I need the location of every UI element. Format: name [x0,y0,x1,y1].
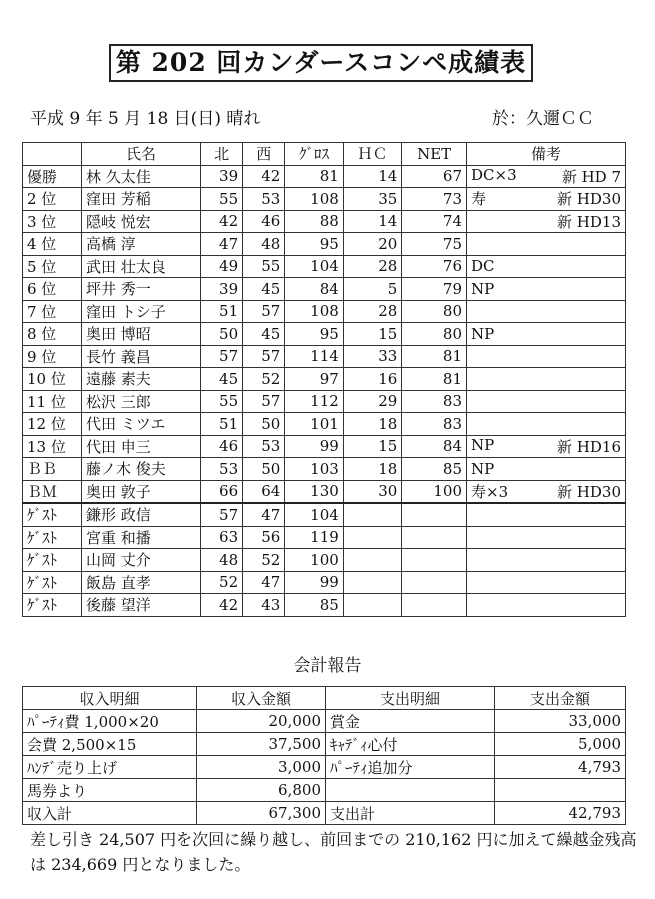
result-row [23,458,626,481]
cell-west: 46 [243,210,285,233]
remark-a: DC×3 [471,165,517,184]
cell-out-amt: 5,000 [495,733,626,756]
cell-hc: 14 [343,210,402,233]
cell-net [402,503,467,526]
result-row [23,368,626,391]
cell-in-amt: 20,000 [197,710,326,733]
cell-in-item: 馬券より [23,779,197,802]
cell-remarks [467,255,626,278]
cell-name: 隠岐 悦宏 [82,210,201,233]
cell-north: 63 [201,526,243,549]
page-title: 第 202 回カンダースコンペ成績表 [109,44,533,82]
cell-north: 52 [201,571,243,594]
cell-north: 45 [201,368,243,391]
cell-name: 坪井 秀一 [82,278,201,301]
cell-hc: 5 [343,278,402,301]
cell-net: 85 [402,458,467,481]
result-row [23,571,626,594]
cell-hc: 18 [343,413,402,436]
cell-west: 42 [243,165,285,188]
cell-name: 武田 壮太良 [82,255,201,278]
cell-rank: 5 位 [23,255,82,278]
cell-rank: 7 位 [23,300,82,323]
cell-north: 48 [201,549,243,572]
cell-hc: 14 [343,165,402,188]
accounting-row [23,756,626,779]
header-rank [23,143,82,166]
cell-gross: 108 [285,300,344,323]
result-row [23,549,626,572]
carryover-note: 差し引き 24,507 円を次回に繰り越し、前回までの 210,162 円に加えて繰越金残高は 234,669 円となりました。 [30,830,637,874]
cell-west: 53 [243,435,285,458]
remark-a: 寿×3 [471,482,509,501]
cell-rank: 4 位 [23,233,82,256]
cell-north: 46 [201,435,243,458]
remark-a: DC [471,257,495,276]
cell-net: 73 [402,188,467,211]
cell-name: 代田 申三 [82,435,201,458]
cell-remarks [467,165,626,188]
cell-hc: 33 [343,345,402,368]
cell-west: 45 [243,278,285,301]
cell-name: 山岡 丈介 [82,549,201,572]
accounting-row [23,779,626,802]
cell-west: 64 [243,480,285,503]
cell-name: 林 久太佳 [82,165,201,188]
cell-west: 53 [243,188,285,211]
result-row [23,480,626,503]
cell-west: 47 [243,571,285,594]
cell-gross: 97 [285,368,344,391]
cell-in-amt: 67,300 [197,802,326,825]
cell-net: 80 [402,323,467,346]
cell-name: 奥田 敦子 [82,480,201,503]
cell-hc: 18 [343,458,402,481]
cell-west: 48 [243,233,285,256]
cell-west: 52 [243,549,285,572]
cell-remarks [467,571,626,594]
cell-remarks [467,458,626,481]
cell-west: 45 [243,323,285,346]
cell-name: 長竹 義昌 [82,345,201,368]
remark-b: 新 HD13 [557,212,621,231]
header-hc: ＨＣ [343,143,402,166]
accounting-row [23,733,626,756]
cell-remarks [467,278,626,301]
cell-north: 51 [201,300,243,323]
cell-net: 80 [402,300,467,323]
cell-net: 100 [402,480,467,503]
cell-out-item: 賞金 [326,710,495,733]
result-row [23,188,626,211]
cell-name: 藤ノ木 俊夫 [82,458,201,481]
cell-rank: 8 位 [23,323,82,346]
cell-net: 76 [402,255,467,278]
cell-name: 窪田 芳稲 [82,188,201,211]
cell-rank: 3 位 [23,210,82,233]
cell-north: 57 [201,345,243,368]
cell-north: 47 [201,233,243,256]
cell-rank: 12 位 [23,413,82,436]
cell-north: 49 [201,255,243,278]
cell-rank: ＢＭ [23,480,82,503]
cell-net: 75 [402,233,467,256]
cell-in-amt: 6,800 [197,779,326,802]
cell-west: 43 [243,594,285,617]
cell-west: 50 [243,413,285,436]
accounting-row [23,802,626,825]
cell-rank: 11 位 [23,390,82,413]
cell-gross: 88 [285,210,344,233]
result-row [23,233,626,256]
cell-gross: 99 [285,435,344,458]
cell-net [402,549,467,572]
cell-out-amt: 42,793 [495,802,626,825]
cell-north: 42 [201,210,243,233]
cell-north: 55 [201,188,243,211]
result-row [23,300,626,323]
header-net: NET [402,143,467,166]
cell-out-item: ﾊﾟｰﾃｨ追加分 [326,756,495,779]
cell-west: 57 [243,300,285,323]
cell-rank: ｹﾞｽﾄ [23,526,82,549]
result-row [23,255,626,278]
cell-remarks [467,345,626,368]
cell-west: 57 [243,345,285,368]
cell-hc [343,526,402,549]
remark-a: NP [471,435,495,454]
cell-gross: 100 [285,549,344,572]
cell-hc: 30 [343,480,402,503]
cell-in-item: ﾊﾟｰﾃｨ費 1,000×20 [23,710,197,733]
cell-out-amt: 4,793 [495,756,626,779]
cell-hc: 20 [343,233,402,256]
cell-remarks [467,300,626,323]
cell-out-amt: 33,000 [495,710,626,733]
cell-gross: 81 [285,165,344,188]
cell-name: 奥田 博昭 [82,323,201,346]
cell-remarks [467,390,626,413]
cell-hc [343,549,402,572]
cell-west: 50 [243,458,285,481]
result-row [23,345,626,368]
cell-gross: 104 [285,503,344,526]
cell-out-item [326,779,495,802]
header-west: 西 [243,143,285,166]
result-row [23,390,626,413]
remark-a: NP [471,324,495,343]
cell-rank: 13 位 [23,435,82,458]
result-row [23,435,626,458]
cell-net [402,571,467,594]
accounting-table [22,686,626,825]
result-row [23,594,626,617]
remark-a: 寿 [471,190,487,209]
cell-gross: 103 [285,458,344,481]
remark-a: NP [471,459,495,478]
cell-remarks [467,549,626,572]
remark-b: 新 HD16 [557,437,621,456]
cell-gross: 84 [285,278,344,301]
date-line: 平成 9 年 5 月 18 日(日) 晴れ [30,109,261,129]
header-income-item: 収入明細 [23,687,197,710]
result-row [23,526,626,549]
accounting-row [23,710,626,733]
cell-name: 飯島 直孝 [82,571,201,594]
cell-net: 74 [402,210,467,233]
cell-rank: ｹﾞｽﾄ [23,594,82,617]
cell-net: 83 [402,390,467,413]
cell-gross: 119 [285,526,344,549]
cell-rank: 10 位 [23,368,82,391]
result-row [23,323,626,346]
cell-name: 後藤 望洋 [82,594,201,617]
cell-remarks [467,188,626,211]
cell-north: 42 [201,594,243,617]
cell-gross: 95 [285,323,344,346]
cell-west: 55 [243,255,285,278]
header-expense-item: 支出明細 [326,687,495,710]
cell-north: 53 [201,458,243,481]
cell-in-item: 会費 2,500×15 [23,733,197,756]
cell-remarks [467,323,626,346]
cell-net [402,526,467,549]
cell-name: 高橋 淳 [82,233,201,256]
cell-rank: 2 位 [23,188,82,211]
accounting-header-row [23,687,626,710]
cell-remarks [467,594,626,617]
header-gross: ｸﾞﾛｽ [285,143,344,166]
cell-north: 50 [201,323,243,346]
remark-b: 新 HD30 [557,482,621,501]
cell-north: 57 [201,503,243,526]
cell-remarks [467,233,626,256]
cell-hc: 35 [343,188,402,211]
cell-name: 窪田 トシ子 [82,300,201,323]
cell-gross: 114 [285,345,344,368]
result-row [23,413,626,436]
cell-north: 55 [201,390,243,413]
cell-out-item: 支出計 [326,802,495,825]
header-remarks: 備考 [467,143,626,166]
cell-in-item: ﾊﾝﾃﾞ売り上げ [23,756,197,779]
cell-rank: ｹﾞｽﾄ [23,571,82,594]
remark-b: 新 HD30 [557,190,621,209]
cell-remarks [467,526,626,549]
cell-gross: 112 [285,390,344,413]
cell-rank: ｹﾞｽﾄ [23,503,82,526]
cell-hc [343,503,402,526]
cell-hc [343,571,402,594]
result-row [23,210,626,233]
cell-name: 代田 ミツエ [82,413,201,436]
cell-net: 83 [402,413,467,436]
cell-hc: 28 [343,300,402,323]
cell-remarks [467,435,626,458]
cell-gross: 130 [285,480,344,503]
cell-in-amt: 3,000 [197,756,326,779]
cell-west: 56 [243,526,285,549]
results-header-row [23,143,626,166]
cell-net: 84 [402,435,467,458]
cell-net: 81 [402,345,467,368]
cell-north: 51 [201,413,243,436]
header-north: 北 [201,143,243,166]
cell-north: 39 [201,165,243,188]
results-table [22,142,626,617]
cell-hc: 28 [343,255,402,278]
cell-net [402,594,467,617]
cell-out-item: ｷｬﾃﾞｨ心付 [326,733,495,756]
cell-north: 39 [201,278,243,301]
cell-hc: 16 [343,368,402,391]
accounting-title: 会計報告 [293,656,362,676]
result-row [23,278,626,301]
cell-net: 67 [402,165,467,188]
cell-north: 66 [201,480,243,503]
cell-rank: 優勝 [23,165,82,188]
cell-rank: ＢＢ [23,458,82,481]
cell-hc: 15 [343,323,402,346]
cell-gross: 108 [285,188,344,211]
cell-name: 宮重 和播 [82,526,201,549]
cell-gross: 95 [285,233,344,256]
cell-remarks [467,480,626,503]
cell-remarks [467,368,626,391]
cell-hc: 15 [343,435,402,458]
cell-in-item: 収入計 [23,802,197,825]
cell-name: 遠藤 素夫 [82,368,201,391]
cell-remarks [467,413,626,436]
cell-name: 松沢 三郎 [82,390,201,413]
header-income-amount: 収入金額 [197,687,326,710]
remark-a: NP [471,279,495,298]
result-row [23,165,626,188]
result-row [23,503,626,526]
header-expense-amount: 支出金額 [495,687,626,710]
cell-name: 鎌形 政信 [82,503,201,526]
cell-net: 81 [402,368,467,391]
cell-in-amt: 37,500 [197,733,326,756]
cell-gross: 104 [285,255,344,278]
cell-remarks [467,503,626,526]
cell-gross: 85 [285,594,344,617]
cell-gross: 99 [285,571,344,594]
cell-hc [343,594,402,617]
cell-out-amt [495,779,626,802]
cell-hc: 29 [343,390,402,413]
cell-rank: 6 位 [23,278,82,301]
venue: 於：久邇ＣＣ [492,109,594,129]
remark-b: 新 HD 7 [561,167,621,186]
cell-rank: ｹﾞｽﾄ [23,549,82,572]
cell-west: 52 [243,368,285,391]
header-name: 氏名 [82,143,201,166]
cell-gross: 101 [285,413,344,436]
cell-remarks [467,210,626,233]
cell-west: 47 [243,503,285,526]
cell-rank: 9 位 [23,345,82,368]
cell-net: 79 [402,278,467,301]
cell-west: 57 [243,390,285,413]
